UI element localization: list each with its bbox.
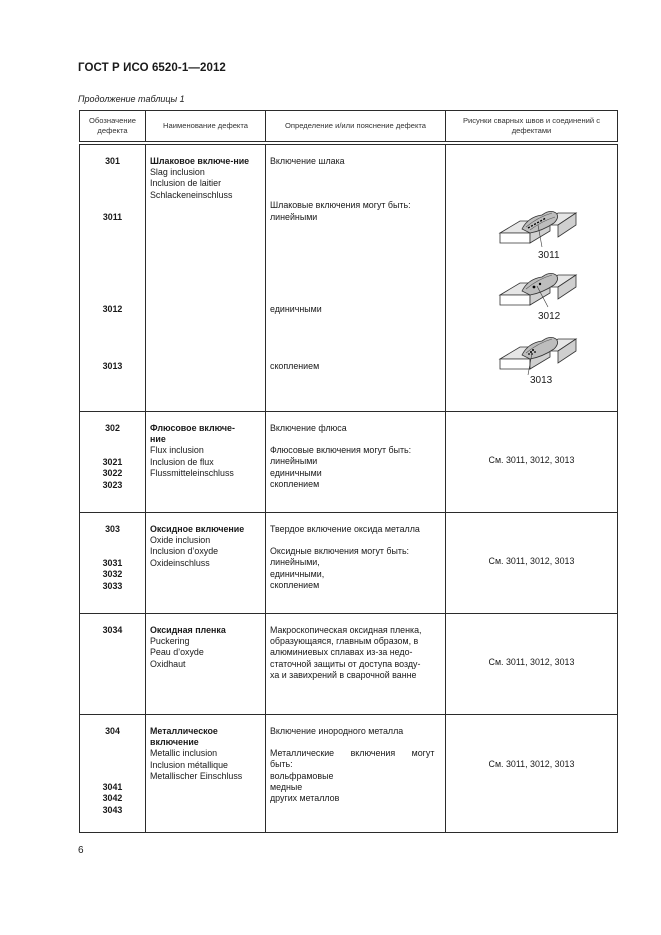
subtype-intro: Оксидные включения могут быть: [270,546,410,557]
defect-code-cell [80,145,146,412]
defect-code: 301 [105,156,120,166]
defect-subcode: 3031 [102,558,123,569]
subtype-definition: единичными [270,467,322,478]
defect-code: 302 [105,423,120,433]
column-header-name: Наименование дефекта [146,111,266,142]
defect-definition-cell [266,145,446,412]
column-header-code: Обозначение дефекта [80,111,146,142]
defect-figure-cell [446,513,618,614]
defect-name-ru: Флюсовое включе-ние [150,423,235,445]
subtype-definition: линейными, [270,557,320,568]
defect-definition-line: алюминиевых сплавах из-за недо- [270,647,413,658]
defect-figure-cell [446,145,618,412]
defect-figure-cell [446,614,618,715]
defect-subcode: 3022 [102,468,123,479]
defect-subcode: 3032 [102,569,123,580]
defect-definition-line: статочной защиты от доступа возду- [270,658,421,669]
defect-name-fr: Inclusion de flux [150,456,214,467]
defect-subcode: 3011 [102,212,123,222]
figure-label: 3011 [538,250,560,261]
subtype-definition: медные [270,781,303,792]
defect-definition-cell [266,412,446,513]
table-row-304 [80,715,618,833]
defect-code-cell [80,513,146,614]
defect-name-fr: Inclusion métallique [150,759,228,770]
defect-subcode: 3021 [102,457,123,468]
subtype-intro-text: Металлические включения могут [270,748,435,759]
defect-name-cell [146,715,266,833]
figure-label: 3013 [530,375,553,386]
defect-subcode: 3012 [102,304,123,314]
subtype-definition: единичными, [270,568,325,579]
defect-name-ru-line: включение [150,737,199,748]
column-header-definition: Определение и/или пояснение дефекта [266,111,446,142]
defect-name-cell [146,513,266,614]
subtype-intro: Флюсовые включения могут быть: [270,445,412,456]
defect-name-de: Flussmitteleinschluss [150,467,234,478]
table-row-3034 [80,614,618,715]
defect-subcode: 3013 [102,361,123,371]
defect-name-en: Slag inclusion [150,167,205,178]
defect-figure-cell [446,412,618,513]
table-row-302 [80,412,618,513]
weld-figure-linear-icon [498,203,578,251]
subtype-definition: скоплением [270,478,320,489]
defect-name-fr: Inclusion d’oxyde [150,546,219,557]
defect-name-en: Metallic inclusion [150,748,218,759]
defect-name-fr: Inclusion de laitier [150,178,222,189]
defect-definition: Включение шлака [270,156,345,166]
defect-name-de: Metallischer Einschluss [150,770,243,781]
table-caption: Продолжение таблицы 1 [78,94,185,104]
defect-definition: Включение инородного металла [270,726,404,736]
table-header-row [80,111,618,142]
defect-code: 3034 [102,625,123,635]
defect-name-de: Oxideinschluss [150,557,210,568]
defect-subcode: 3033 [102,580,123,591]
defects-table [79,110,618,833]
defect-name-en: Puckering [150,636,190,647]
defect-name-ru: Шлаковое включе-ние [150,156,250,166]
defect-code-cell [80,412,146,513]
defect-definition-cell [266,614,446,715]
defect-definition-cell [266,513,446,614]
defect-subcode: 3041 [102,782,123,793]
defect-definition-line: ха и завихрений в сварочной ванне [270,669,417,680]
defect-name-de: Schlackeneinschluss [150,189,233,200]
defect-definition: Твердое включение оксида металла [270,524,420,534]
defect-definition-cell [266,715,446,833]
see-reference: См. 3011, 3012, 3013 [488,455,575,465]
defect-definition: Включение флюса [270,423,347,433]
defect-code-cell [80,715,146,833]
defect-code-cell [80,614,146,715]
weld-figure-isolated-icon [498,269,578,317]
defect-definition-line: Макроскопическая оксидная пленка, [270,625,422,635]
defect-name-ru: Оксидная пленка [150,625,226,635]
table-row-303 [80,513,618,614]
defect-code: 304 [105,726,120,736]
column-header-figures: Рисунки сварных швов и соединений с дефектами [446,111,618,142]
page-number: 6 [78,845,84,856]
subtype-definition: единичными [270,304,322,314]
defect-name-cell [146,145,266,412]
defect-name-fr: Peau d’oxyde [150,647,204,658]
defect-code: 303 [105,524,120,534]
defect-figure-cell [446,715,618,833]
figure-label: 3012 [538,311,561,322]
document-title: ГОСТ Р ИСО 6520-1—2012 [78,62,226,74]
defect-name-cell [146,614,266,715]
weld-figure-clustered-icon [498,331,578,379]
see-reference: См. 3011, 3012, 3013 [488,556,575,566]
defect-name-ru: Оксидное включение [150,524,245,534]
see-reference: См. 3011, 3012, 3013 [488,759,575,769]
defect-subcode: 3023 [102,479,123,490]
subtype-definition: линейными [270,456,318,467]
defect-name-ru-line: Металлическое [150,726,218,736]
defect-definition-line: образующаяся, главным образом, в [270,636,419,647]
subtype-intro [270,748,441,759]
defect-name-cell [146,412,266,513]
table-row-301 [80,145,618,412]
subtype-definition: других металлов [270,793,340,804]
defect-name-en: Oxide inclusion [150,535,211,546]
defect-subcode: 3042 [102,793,123,804]
see-reference: См. 3011, 3012, 3013 [488,657,575,667]
subtype-definition: вольфрамовые [270,770,334,781]
subtype-intro: Шлаковые включения могут быть: [270,200,411,210]
subtype-definition: скоплением [270,579,320,590]
defect-name-de: Oxidhaut [150,658,186,669]
subtype-definition: скоплением [270,361,320,371]
defect-subcode: 3043 [102,804,123,815]
subtype-intro-cont: быть: [270,759,293,770]
defect-name-en: Flux inclusion [150,445,204,456]
subtype-definition: линейными [270,212,318,222]
